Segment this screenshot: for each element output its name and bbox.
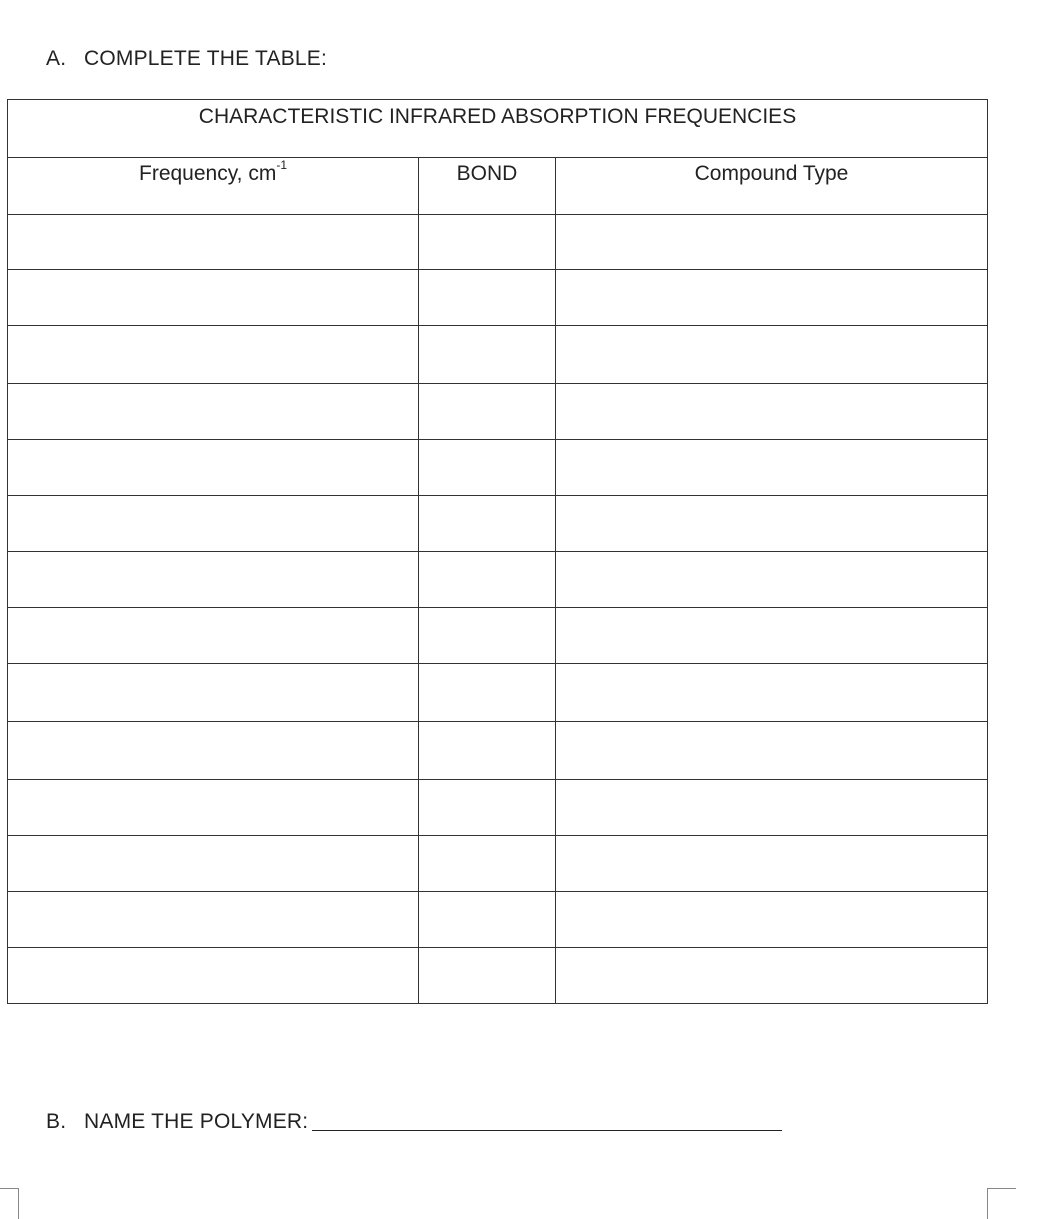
bond-cell[interactable] — [419, 722, 556, 780]
bond-cell[interactable] — [419, 892, 556, 948]
column-header-compound-type — [556, 158, 988, 215]
frequency-cell[interactable] — [8, 326, 419, 384]
section-b-heading — [46, 1110, 782, 1134]
section-b-text: NAME THE POLYMER: — [84, 1110, 309, 1133]
section-a-text: COMPLETE THE TABLE: — [84, 47, 328, 70]
table-row — [8, 270, 988, 326]
bond-cell[interactable] — [419, 552, 556, 608]
table-row — [8, 496, 988, 552]
frequency-cell[interactable] — [8, 722, 419, 780]
frequency-cell[interactable] — [8, 270, 419, 326]
compound-type-cell[interactable] — [556, 948, 988, 1004]
polymer-answer-blank[interactable] — [312, 1130, 782, 1131]
table-row — [8, 552, 988, 608]
bond-cell[interactable] — [419, 780, 556, 836]
table-row — [8, 948, 988, 1004]
frequency-cell[interactable] — [8, 780, 419, 836]
frequency-unit-exponent: -1 — [276, 158, 287, 172]
column-header-bond — [419, 158, 556, 215]
table-title — [8, 100, 988, 158]
frequency-cell[interactable] — [8, 836, 419, 892]
compound-type-cell[interactable] — [556, 215, 988, 270]
bond-cell[interactable] — [419, 384, 556, 440]
table-row — [8, 215, 988, 270]
compound-type-cell[interactable] — [556, 722, 988, 780]
bond-cell[interactable] — [419, 496, 556, 552]
compound-type-cell[interactable] — [556, 836, 988, 892]
table-row — [8, 384, 988, 440]
table-row — [8, 780, 988, 836]
frequency-label: Frequency, cm — [139, 162, 277, 185]
section-a-heading — [46, 47, 327, 71]
frequency-cell[interactable] — [8, 215, 419, 270]
frequency-cell[interactable] — [8, 608, 419, 664]
compound-type-cell[interactable] — [556, 608, 988, 664]
compound-type-cell[interactable] — [556, 270, 988, 326]
compound-type-cell[interactable] — [556, 892, 988, 948]
frequency-cell[interactable] — [8, 440, 419, 496]
compound-type-cell[interactable] — [556, 780, 988, 836]
page-corner-mark-right — [987, 1188, 1016, 1219]
page-corner-mark-left — [0, 1188, 19, 1219]
column-header-frequency — [8, 158, 419, 215]
bond-cell[interactable] — [419, 664, 556, 722]
table-row — [8, 892, 988, 948]
bond-cell[interactable] — [419, 326, 556, 384]
bond-cell[interactable] — [419, 215, 556, 270]
table-row — [8, 836, 988, 892]
frequency-cell[interactable] — [8, 664, 419, 722]
compound-type-cell[interactable] — [556, 552, 988, 608]
section-b-marker: B. — [46, 1110, 67, 1133]
bond-cell[interactable] — [419, 608, 556, 664]
frequency-cell[interactable] — [8, 892, 419, 948]
table-row — [8, 440, 988, 496]
ir-frequency-table — [7, 99, 988, 1004]
table-body — [8, 215, 988, 1004]
bond-cell[interactable] — [419, 270, 556, 326]
compound-type-label: Compound Type — [694, 162, 849, 185]
table-row — [8, 326, 988, 384]
bond-label: BOND — [456, 162, 518, 185]
compound-type-cell[interactable] — [556, 664, 988, 722]
table-row — [8, 722, 988, 780]
table-row — [8, 608, 988, 664]
table-title-text: CHARACTERISTIC INFRARED ABSORPTION FREQUENCIES — [198, 105, 797, 128]
frequency-cell[interactable] — [8, 948, 419, 1004]
table-row — [8, 664, 988, 722]
compound-type-cell[interactable] — [556, 440, 988, 496]
compound-type-cell[interactable] — [556, 496, 988, 552]
bond-cell[interactable] — [419, 440, 556, 496]
frequency-cell[interactable] — [8, 384, 419, 440]
frequency-cell[interactable] — [8, 552, 419, 608]
frequency-cell[interactable] — [8, 496, 419, 552]
bond-cell[interactable] — [419, 948, 556, 1004]
compound-type-cell[interactable] — [556, 326, 988, 384]
section-a-marker: A. — [46, 47, 67, 70]
bond-cell[interactable] — [419, 836, 556, 892]
compound-type-cell[interactable] — [556, 384, 988, 440]
